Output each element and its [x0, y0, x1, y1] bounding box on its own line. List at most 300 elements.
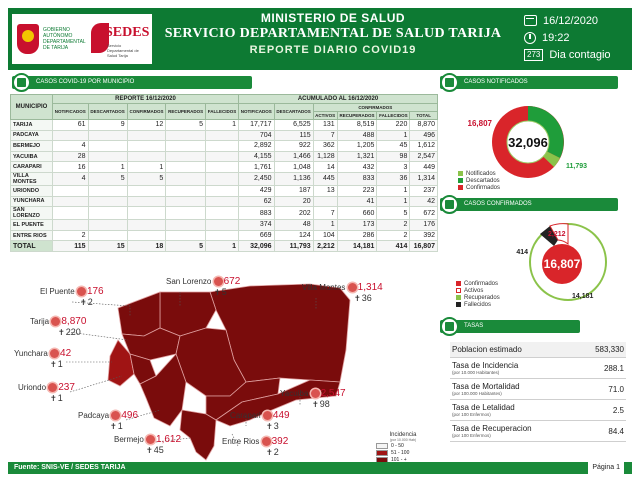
report-cell — [166, 196, 206, 207]
callout-deaths: 5 — [221, 287, 227, 297]
acum-cell: 16,807 — [410, 241, 438, 252]
acum-cell: 922 — [274, 141, 313, 152]
virus-icon — [262, 437, 271, 446]
acum-cell: 1,612 — [410, 141, 438, 152]
day-label: Dia contagio — [549, 48, 611, 61]
report-cell — [206, 162, 239, 173]
map-callout — [230, 410, 290, 431]
callout-municipio: Tarija — [30, 317, 50, 326]
activos-label: 2,212 — [548, 231, 566, 238]
col-group-report: REPORTE 16/12/2020 — [53, 95, 239, 104]
table-total-row — [11, 241, 438, 252]
tasa-label-cell — [450, 400, 576, 421]
report-cell — [206, 185, 239, 196]
confirmados-label: 16,807 — [467, 119, 492, 128]
callout-deaths: 1 — [57, 359, 63, 369]
callout-deaths: 2 — [87, 297, 93, 307]
map-callout — [222, 436, 288, 457]
confirmados-section-bar — [440, 198, 618, 211]
callout-deaths: 1 — [57, 393, 63, 403]
callout-cases: 1,314 — [357, 282, 383, 293]
map-callout — [14, 348, 71, 369]
callout-deaths: 45 — [153, 445, 164, 455]
tasa-row — [450, 358, 626, 379]
acum-cell: 2,892 — [238, 141, 274, 152]
deaths-icon: ✝ — [58, 328, 65, 337]
acum-cell: 429 — [238, 185, 274, 196]
virus-icon — [348, 283, 357, 292]
municipio-name: ENTRE RIOS — [11, 230, 53, 241]
report-cell: 1 — [206, 120, 239, 131]
acum-cell: 7 — [313, 207, 337, 220]
report-cell: 16 — [53, 162, 89, 173]
report-cell: 15 — [88, 241, 127, 252]
tasas-section-title: TASAS — [464, 323, 484, 329]
report-cell — [88, 207, 127, 220]
report-cell — [88, 185, 127, 196]
report-cell: 1 — [88, 162, 127, 173]
tasa-label: Tasa de Letalidad — [452, 403, 515, 412]
acum-cell: 1,761 — [238, 162, 274, 173]
logos — [12, 14, 152, 64]
callout-municipio: Carapari — [230, 411, 261, 420]
municipio-name: TOTAL — [11, 241, 53, 252]
municipio-name: BERMEJO — [11, 141, 53, 152]
chart-icon — [440, 73, 459, 92]
confirmados-legend — [456, 280, 500, 308]
report-cell: 5 — [88, 172, 127, 185]
acum-cell: 8,870 — [410, 120, 438, 131]
callout-municipio: Yunchara — [14, 349, 48, 358]
gobernacion-text: GOBIERNO AUTÓNOMO DEPARTAMENTAL DE TARIJA — [43, 27, 86, 51]
acum-cell: 8,519 — [337, 120, 377, 131]
acum-cell: 1 — [313, 220, 337, 231]
acum-cell: 14,181 — [337, 241, 377, 252]
legend-swatch — [458, 185, 463, 190]
callout-cases: 8,870 — [61, 316, 87, 327]
acum-cell: 672 — [410, 207, 438, 220]
acum-cell: 187 — [274, 185, 313, 196]
cases-section-bar — [12, 76, 252, 89]
deaths-icon: ✝ — [266, 422, 273, 431]
footer-bar — [8, 462, 632, 474]
report-cell — [88, 151, 127, 162]
table-icon — [12, 73, 31, 92]
acum-cell: 883 — [238, 207, 274, 220]
report-cell — [206, 230, 239, 241]
tasa-sublabel: (por 10.000 Habitantes) — [452, 370, 500, 375]
acum-cell: 1,466 — [274, 151, 313, 162]
ministry-title: MINISTERIO DE SALUD — [260, 11, 406, 25]
report-cell — [206, 172, 239, 185]
callout-municipio: Entre Rios — [222, 437, 260, 446]
acum-cell: 20 — [274, 196, 313, 207]
report-cell — [88, 230, 127, 241]
report-cell — [166, 207, 206, 220]
callout-municipio: Uriondo — [18, 383, 47, 392]
report-cell — [206, 130, 239, 141]
acum-cell: 1 — [377, 196, 410, 207]
legend-label: Recuperados — [464, 294, 500, 301]
col-municipio: MUNICIPIO — [11, 95, 53, 120]
report-time: 19:22 — [542, 31, 570, 44]
report-cell: 5 — [127, 172, 166, 185]
tasa-label: Tasa de Recuperacion — [452, 424, 532, 433]
map-callout — [30, 316, 86, 337]
acum-cell — [313, 196, 337, 207]
report-cell — [166, 141, 206, 152]
col-group-acum: ACUMULADO AL 16/12/2020 — [238, 95, 437, 104]
sedes-word: SEDES — [105, 25, 150, 40]
callout-cases: 672 — [223, 276, 241, 287]
legend-items — [376, 442, 430, 463]
deaths-icon: ✝ — [354, 294, 361, 303]
acum-cell: 220 — [377, 120, 410, 131]
municipio-name: YACUIBA — [11, 151, 53, 162]
acum-cell: 32,096 — [238, 241, 274, 252]
legend-swatch — [376, 443, 388, 449]
report-cell: 18 — [127, 241, 166, 252]
legend-subtitle: (por 10.000 Hab) — [389, 438, 417, 442]
acum-cell: 1,128 — [313, 151, 337, 162]
callout-cases: 176 — [86, 286, 104, 297]
table-row — [11, 162, 438, 173]
report-cell: 28 — [53, 151, 89, 162]
acum-cell: 445 — [313, 172, 337, 185]
acum-cell: 432 — [337, 162, 377, 173]
tasa-value: 583,330 — [576, 342, 626, 358]
confirmados-chart — [484, 214, 624, 309]
table-row — [11, 230, 438, 241]
report-cell: 1 — [127, 162, 166, 173]
report-cell — [206, 141, 239, 152]
confirmados-section-title: CASOS CONFIRMADOS — [464, 201, 532, 207]
table-row — [11, 207, 438, 220]
map-callout — [114, 434, 181, 455]
tasa-sublabel: (por 100 Enfermos) — [452, 412, 491, 417]
tasa-label: Tasa de Mortalidad — [452, 382, 520, 391]
acum-cell: 2,212 — [313, 241, 337, 252]
tasa-value: 84.4 — [576, 421, 626, 442]
acum-cell: 42 — [410, 196, 438, 207]
tasa-row — [450, 342, 626, 358]
tasas-body — [450, 342, 626, 442]
chart-icon — [440, 195, 459, 214]
report-cell — [166, 162, 206, 173]
callout-cases: 2,547 — [320, 388, 346, 399]
deaths-icon: ✝ — [146, 446, 153, 455]
legend-swatch — [456, 281, 461, 286]
acum-cell: 131 — [313, 120, 337, 131]
municipio-name: URIONDO — [11, 185, 53, 196]
cases-section-title: CASOS COVID-19 POR MUNICIPIO — [36, 79, 135, 85]
notificados-center-value: 32,096 — [508, 135, 548, 150]
col-header: NOTIFICADOS — [238, 104, 274, 120]
callout-municipio: Padcaya — [78, 411, 110, 420]
descartados-label: 11,793 — [566, 163, 588, 170]
header-titles — [158, 11, 508, 56]
table-body — [11, 120, 438, 252]
map-callout — [18, 382, 75, 403]
map-legend — [376, 432, 430, 463]
acum-cell: 374 — [238, 220, 274, 231]
acum-cell: 36 — [377, 172, 410, 185]
report-cell — [127, 151, 166, 162]
municipio-name: TARIJA — [11, 120, 53, 131]
bar-chart-icon — [440, 317, 459, 336]
deaths-icon: ✝ — [50, 394, 57, 403]
legend-label: Confirmados — [466, 184, 501, 191]
source-text: Fuente: SNIS-VE / SEDES TARIJA — [14, 464, 126, 471]
table-row — [11, 151, 438, 162]
acum-cell: 449 — [410, 162, 438, 173]
acum-cell: 13 — [313, 185, 337, 196]
table-row — [11, 141, 438, 152]
table-row — [11, 220, 438, 231]
municipio-name: SAN LORENZO — [11, 207, 53, 220]
tasa-label-cell — [450, 358, 576, 379]
legend-swatch — [458, 178, 463, 183]
acum-cell: 45 — [377, 141, 410, 152]
table-row — [11, 120, 438, 131]
acum-cell: 48 — [274, 220, 313, 231]
page-number: Página 1 — [588, 462, 624, 474]
acum-cell: 496 — [410, 130, 438, 141]
callout-cases: 392 — [271, 436, 289, 447]
acum-cell: 202 — [274, 207, 313, 220]
col-header: RECUPERADOS — [337, 112, 377, 120]
deaths-icon: ✝ — [214, 288, 221, 297]
legend-swatch — [456, 295, 461, 300]
legend-label: 51 - 100 — [391, 449, 410, 456]
map-callout — [302, 282, 383, 303]
acum-cell: 392 — [410, 230, 438, 241]
legend-label: Confirmados — [464, 280, 499, 287]
legend-label: Notificados — [466, 170, 496, 177]
tasa-label: Poblacion estimado — [452, 345, 522, 354]
report-cell — [127, 207, 166, 220]
acum-cell: 4,155 — [238, 151, 274, 162]
legend-swatch — [458, 171, 463, 176]
acum-cell: 223 — [337, 185, 377, 196]
acum-cell: 414 — [377, 241, 410, 252]
report-cell: 2 — [53, 230, 89, 241]
callout-deaths: 98 — [319, 399, 330, 409]
callout-deaths: 3 — [273, 421, 279, 431]
report-page — [8, 8, 632, 486]
legend-label: Descartados — [466, 177, 500, 184]
callout-cases: 1,612 — [156, 434, 182, 445]
sedes-subtitle: Servicio Departamental de Salud Tarija — [107, 43, 139, 58]
report-cell: 4 — [53, 172, 89, 185]
tasa-value: 71.0 — [576, 379, 626, 400]
report-cell — [206, 207, 239, 220]
virus-icon — [48, 383, 57, 392]
tasa-label: Tasa de Incidencia — [452, 361, 519, 370]
virus-icon — [263, 411, 272, 420]
acum-cell: 1,321 — [337, 151, 377, 162]
acum-cell: 833 — [337, 172, 377, 185]
municipio-name: CARAPARI — [11, 162, 53, 173]
notificados-section-bar — [440, 76, 618, 89]
tarija-map — [10, 270, 438, 470]
map-callout — [40, 286, 104, 307]
acum-cell: 1,136 — [274, 172, 313, 185]
acum-cell: 1 — [377, 130, 410, 141]
acum-cell: 14 — [313, 162, 337, 173]
report-cell: 1 — [206, 241, 239, 252]
tasa-value: 2.5 — [576, 400, 626, 421]
legend-label: Activos — [464, 287, 484, 294]
tasas-section-bar — [440, 320, 580, 333]
report-cell — [166, 185, 206, 196]
legend-swatch — [376, 450, 388, 456]
acum-cell: 1,048 — [274, 162, 313, 173]
acum-cell: 362 — [313, 141, 337, 152]
legend-label: 101 - + — [391, 456, 407, 463]
callout-municipio: El Puente — [40, 287, 75, 296]
cases-table — [10, 94, 438, 252]
report-cell: 5 — [166, 120, 206, 131]
callout-cases: 449 — [272, 410, 290, 421]
virus-icon — [50, 349, 59, 358]
col-group-confirmados: CONFIRMADOS — [313, 104, 437, 112]
report-title: REPORTE DIARIO COVID19 — [249, 44, 417, 56]
tasa-row — [450, 400, 626, 421]
virus-icon — [51, 317, 60, 326]
acum-cell: 5 — [377, 207, 410, 220]
col-header: CONFIRMADOS — [127, 104, 166, 120]
legend-swatch — [456, 302, 461, 307]
callout-deaths: 2 — [273, 447, 279, 457]
callout-deaths: 36 — [361, 293, 372, 303]
acum-cell: 488 — [337, 130, 377, 141]
col-header: TOTAL — [410, 112, 438, 120]
report-cell — [166, 230, 206, 241]
acum-cell: 704 — [238, 130, 274, 141]
report-cell — [166, 220, 206, 231]
header-bar — [8, 8, 632, 70]
callout-cases: 42 — [60, 348, 72, 359]
acum-cell: 11,793 — [274, 241, 313, 252]
report-cell — [127, 130, 166, 141]
deaths-icon: ✝ — [312, 400, 319, 409]
report-cell: 5 — [166, 241, 206, 252]
report-cell: 61 — [53, 120, 89, 131]
legend-row — [376, 442, 430, 449]
region-bermejo — [180, 410, 216, 460]
report-cell — [88, 141, 127, 152]
notificados-legend — [458, 170, 500, 191]
report-cell — [88, 196, 127, 207]
legend-row — [376, 449, 430, 456]
report-cell — [88, 220, 127, 231]
report-cell — [53, 220, 89, 231]
tasa-row — [450, 421, 626, 442]
municipio-name: EL PUENTE — [11, 220, 53, 231]
acum-cell: 98 — [377, 151, 410, 162]
acum-cell: 104 — [313, 230, 337, 241]
acum-cell: 1 — [377, 185, 410, 196]
report-cell — [166, 130, 206, 141]
notificados-section-title: CASOS NOTIFICADOS — [464, 79, 528, 85]
region-el-puente — [118, 292, 160, 336]
report-cell — [53, 196, 89, 207]
acum-cell: 669 — [238, 230, 274, 241]
gobernacion-emblem-icon — [17, 24, 39, 54]
virus-icon — [146, 435, 155, 444]
report-cell: 9 — [88, 120, 127, 131]
report-date: 16/12/2020 — [543, 14, 599, 27]
acum-cell: 1,314 — [410, 172, 438, 185]
acum-cell: 17,717 — [238, 120, 274, 131]
day-number: 273 — [524, 49, 543, 61]
tasa-value: 288.1 — [576, 358, 626, 379]
acum-cell: 1,205 — [337, 141, 377, 152]
confirmados-donut-svg — [484, 214, 624, 304]
tasa-sublabel: (por 100 Enfermos) — [452, 433, 491, 438]
report-cell — [127, 196, 166, 207]
acum-cell: 124 — [274, 230, 313, 241]
table-row — [11, 172, 438, 185]
report-cell — [206, 220, 239, 231]
report-cell — [127, 220, 166, 231]
col-header: FALLECIDOS — [206, 104, 239, 120]
acum-cell: 2,547 — [410, 151, 438, 162]
sedes-logo — [91, 21, 150, 58]
virus-icon — [311, 389, 320, 398]
virus-icon — [111, 411, 120, 420]
virus-icon — [77, 287, 86, 296]
report-cell — [88, 130, 127, 141]
deaths-icon: ✝ — [266, 448, 273, 457]
legend-label: 0 - 50 — [391, 442, 404, 449]
municipio-name: VILLA MONTES — [11, 172, 53, 185]
report-cell — [127, 230, 166, 241]
tasa-sublabel: (por 100.000 Habitantes) — [452, 391, 502, 396]
callout-cases: 237 — [58, 382, 75, 393]
report-cell — [166, 172, 206, 185]
recuperados-label: 14,181 — [572, 293, 594, 300]
acum-cell: 115 — [274, 130, 313, 141]
col-header: DESCARTADOS — [88, 104, 127, 120]
clock-icon — [524, 32, 536, 44]
callout-cases: 496 — [121, 410, 139, 421]
report-cell — [53, 185, 89, 196]
confirmados-center-value: 16,807 — [543, 257, 581, 271]
report-cell — [166, 151, 206, 162]
service-title: SERVICIO DEPARTAMENTAL DE SALUD TARIJA — [164, 26, 502, 41]
deaths-icon: ✝ — [50, 360, 57, 369]
report-cell — [127, 141, 166, 152]
legend-swatch — [456, 288, 461, 293]
report-cell — [127, 185, 166, 196]
report-cell — [206, 196, 239, 207]
col-header: RECUPERADOS — [166, 104, 206, 120]
map-callout — [166, 276, 240, 297]
acum-cell: 7 — [313, 130, 337, 141]
acum-cell: 2 — [377, 230, 410, 241]
callout-deaths: 220 — [65, 327, 81, 337]
acum-cell: 6,525 — [274, 120, 313, 131]
col-header: NOTIFICADOS — [53, 104, 89, 120]
col-header: FALLECIDOS — [377, 112, 410, 120]
callout-municipio: Villa Montes — [302, 283, 346, 292]
acum-cell: 2,450 — [238, 172, 274, 185]
col-header: ACTIVOS — [313, 112, 337, 120]
acum-cell: 176 — [410, 220, 438, 231]
map-callout — [280, 388, 346, 409]
